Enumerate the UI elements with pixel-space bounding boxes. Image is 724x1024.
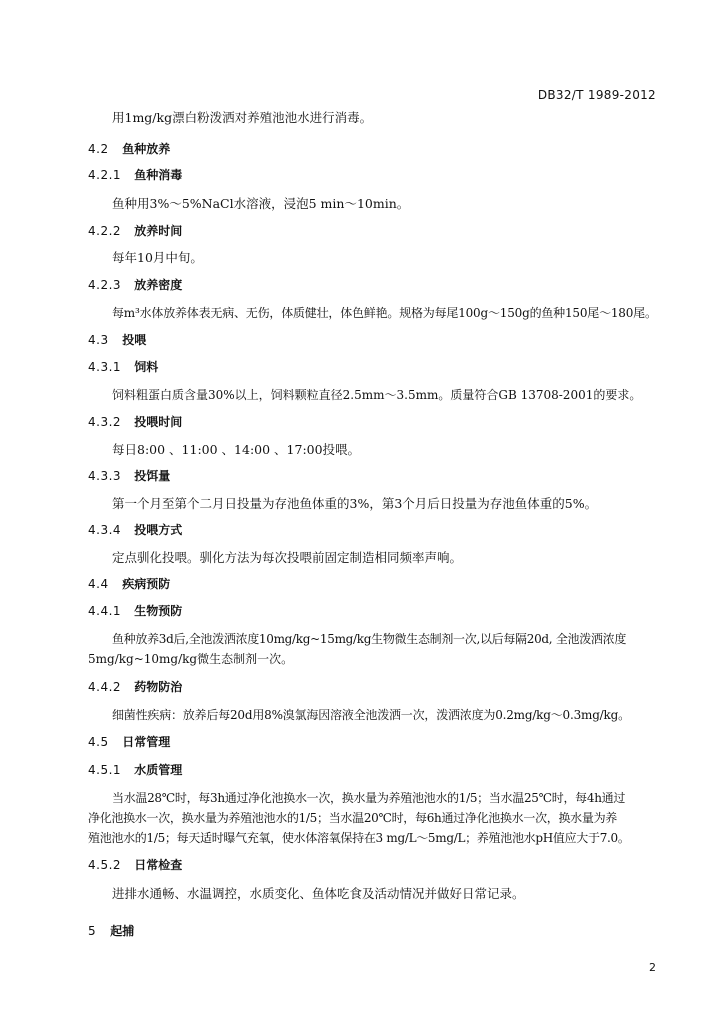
document-code-header: DB32/T 1989-2012 <box>537 88 656 102</box>
section-text-4-4-1-line1: 鱼种放养3d后,全池泼洒浓度10mg/kg~15mg/kg生物微生态制剂一次,以后每隔20d, 全池泼洒浓度 <box>112 632 627 646</box>
section-text-4-5-1-line3: 殖池池水的1/5；每天适时曝气充氧，使水体溶氧保持在3 mg/L～5mg/L；养殖池池水pH值应大于7.0。 <box>88 831 630 845</box>
section-text-4-2-3: 每m³水体放养体表无病、无伤，体质健壮，体色鲜艳。规格为每尾100g～150g的鱼种150尾～180尾。 <box>112 306 657 320</box>
section-heading-5 <box>88 922 134 939</box>
section-text-4-3-1: 饲料粗蛋白质含量30%以上，饲料颗粒直径2.5mm～3.5mm。质量符合GB 13708-2001的要求。 <box>112 388 642 402</box>
intro-paragraph: 用1mg/kg漂白粉泼洒对养殖池池水进行消毒。 <box>112 110 373 125</box>
section-number: 4.2.1 <box>88 168 122 182</box>
section-title: 起捕 <box>110 924 135 938</box>
section-title: 放养时间 <box>134 224 183 238</box>
section-heading-4-4 <box>88 575 170 592</box>
section-text-4-4-1-line2: 5mg/kg~10mg/kg微生态制剂一次。 <box>88 652 294 666</box>
page-number: 2 <box>649 961 656 974</box>
section-heading-4-5-2 <box>88 856 182 873</box>
section-number: 4.2.3 <box>88 278 122 292</box>
section-heading-4-5-1 <box>88 761 182 778</box>
section-number: 4.3.1 <box>88 360 122 374</box>
section-heading-4-4-1 <box>88 602 182 619</box>
section-number: 4.3.2 <box>88 415 122 429</box>
section-title: 投饵量 <box>134 469 171 483</box>
section-title: 生物预防 <box>134 604 183 618</box>
section-text-4-5-2: 进排水通畅、水温调控，水质变化、鱼体吃食及活动情况并做好日常记录。 <box>112 886 525 901</box>
section-text-4-5-1-line1: 当水温28℃时，每3h通过净化池换水一次，换水量为养殖池池水的1/5；当水温25℃时，每4h通过 <box>112 791 626 805</box>
section-number: 4.2 <box>88 142 109 156</box>
section-heading-4-4-2 <box>88 678 182 695</box>
section-number: 4.4.1 <box>88 604 122 618</box>
section-title: 药物防治 <box>134 680 183 694</box>
section-number: 4.3.3 <box>88 469 122 483</box>
section-text-4-4-2: 细菌性疾病：放养后每20d用8%溴氯海因溶液全池泼洒一次，泼洒浓度为0.2mg/kg～0.3mg/kg。 <box>112 708 630 722</box>
section-title: 饲料 <box>134 360 159 374</box>
section-text-4-2-2: 每年10月中旬。 <box>112 250 203 265</box>
section-number: 4.3 <box>88 333 109 347</box>
section-number: 4.5.1 <box>88 763 122 777</box>
section-title: 投喂方式 <box>134 523 183 537</box>
section-number: 4.5.2 <box>88 858 122 872</box>
section-number: 4.4 <box>88 577 109 591</box>
section-title: 鱼种消毒 <box>134 168 183 182</box>
section-heading-4-3-3 <box>88 467 170 484</box>
section-heading-4-3-2 <box>88 413 182 430</box>
section-heading-4-2 <box>88 140 170 157</box>
section-title: 日常检查 <box>134 858 183 872</box>
section-heading-4-5 <box>88 733 170 750</box>
section-text-4-3-2: 每日8:00 、11:00 、14:00 、17:00投喂。 <box>112 442 361 457</box>
section-heading-4-2-2 <box>88 222 182 239</box>
section-heading-4-3-1 <box>88 358 158 375</box>
section-title: 投喂时间 <box>134 415 183 429</box>
section-number: 4.4.2 <box>88 680 122 694</box>
section-title: 疾病预防 <box>122 577 171 591</box>
section-text-4-3-4: 定点驯化投喂。驯化方法为每次投喂前固定制造相同频率声响。 <box>112 550 463 565</box>
section-number: 4.2.2 <box>88 224 122 238</box>
section-number: 5 <box>88 924 97 938</box>
section-heading-4-2-1 <box>88 166 182 183</box>
section-heading-4-3 <box>88 331 146 348</box>
section-heading-4-2-3 <box>88 276 182 293</box>
section-number: 4.5 <box>88 735 109 749</box>
section-text-4-5-1-line2: 净化池换水一次，换水量为养殖池池水的1/5；当水温20℃时，每6h通过净化池换水一次，换水量为养 <box>88 811 617 825</box>
section-text-4-3-3: 第一个月至第个二月日投量为存池鱼体重的3%，第3个月后日投量为存池鱼体重的5%。 <box>112 496 598 511</box>
section-title: 鱼种放养 <box>122 142 171 156</box>
section-title: 水质管理 <box>134 763 183 777</box>
section-text-4-2-1: 鱼种用3%～5%NaCl水溶液，浸泡5 min～10min。 <box>112 196 410 211</box>
section-heading-4-3-4 <box>88 521 182 538</box>
section-number: 4.3.4 <box>88 523 122 537</box>
section-title: 投喂 <box>122 333 147 347</box>
section-title: 日常管理 <box>122 735 171 749</box>
section-title: 放养密度 <box>134 278 183 292</box>
